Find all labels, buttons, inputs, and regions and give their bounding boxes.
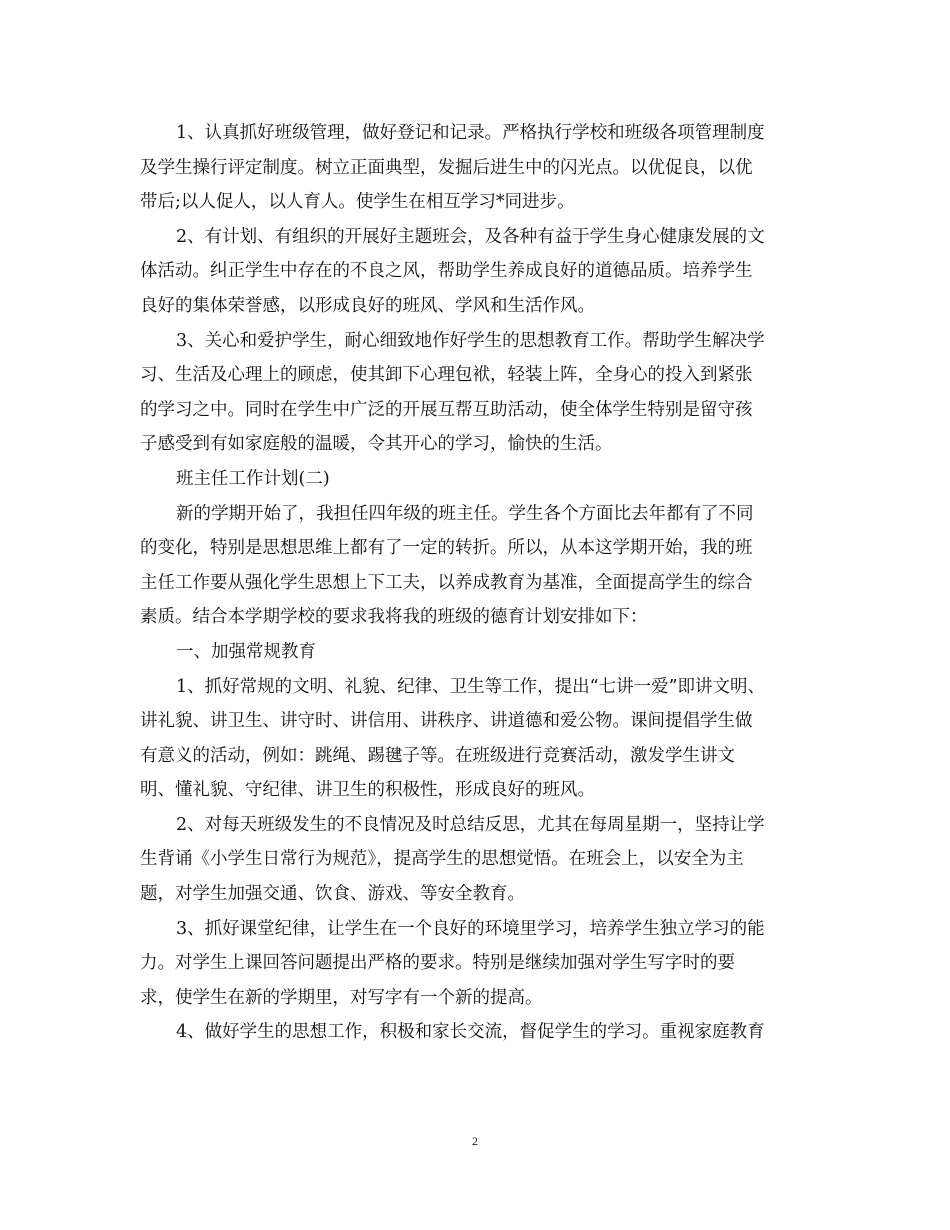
text-line: 题，对学生加强交通、饮食、游戏、等安全教育。 [140,884,525,905]
text-line: 1、认真抓好班级管理，做好登记和记录。严格执行学校和班级各项管理制度 [176,123,765,143]
text-line: 生背诵《小学生日常行为规范》，提高学生的思想觉悟。在班会上，以安全为主 [140,849,744,870]
text-line: 力。对学生上课回答问题提出严格的要求。特别是继续加强对学生写字时的要 [140,953,735,974]
document-body [140,116,810,1050]
text-line: 2、有计划、有组织的开展好主题班会，及各种有益于学生身心健康发展的文 [176,226,765,247]
text-line: 带后;以人促人，以人育人。使学生在相互学习*同进步。 [140,192,575,213]
text-line: 有意义的活动，例如：跳绳、踢毽子等。在班级进行竞赛活动，激发学生讲文 [140,745,735,766]
text-line: 1、抓好常规的文明、礼貌、纪律、卫生等工作，提出“七讲一爱”即讲文明、 [176,676,766,697]
text-line: 良好的集体荣誉感，以形成良好的班风、学风和生活作风。 [140,295,595,316]
text-line: 明、懂礼貌、守纪律、讲卫生的积极性，形成良好的班风。 [140,780,595,801]
text-line: 素质。结合本学期学校的要求我将我的班级的德育计划安排如下： [140,607,648,628]
text-line: 子感受到有如家庭般的温暖，令其开心的学习，愉快的生活。 [140,434,613,455]
text-line: 3、关心和爱护学生，耐心细致地作好学生的思想教育工作。帮助学生解决学 [176,330,765,351]
text-line: 班主任工作计划(二) [176,468,330,489]
text-line: 习、生活及心理上的顾虑，使其卸下心理包袱，轻装上阵，全身心的投入到紧张 [140,365,753,386]
text-line: 的变化，特别是思想思维上都有了一定的转折。所以，从本这学期开始，我的班 [140,538,753,559]
text-line: 新的学期开始了，我担任四年级的班主任。学生各个方面比去年都有了不同 [176,503,754,524]
text-line: 的学习之中。同时在学生中广泛的开展互帮互助活动，使全体学生特别是留守孩 [140,399,753,420]
text-line: 一、加强常规教育 [176,641,316,662]
text-line: 求，使学生在新的学期里，对写字有一个新的提高。 [140,987,543,1008]
text-line: 4、做好学生的思想工作，积极和家长交流，督促学生的学习。重视家庭教育 [176,1022,765,1043]
text-line: 体活动。纠正学生中存在的不良之风，帮助学生养成良好的道德品质。培养学生 [140,261,753,282]
page-number: 2 [472,1134,478,1148]
text-line: 2、对每天班级发生的不良情况及时总结反思，尤其在每周星期一，坚持让学 [176,814,765,835]
text-line: 讲礼貌、讲卫生、讲守时、讲信用、讲秩序、讲道德和爱公物。课间提倡学生做 [140,711,753,732]
text-line: 3、抓好课堂纪律，让学生在一个良好的环境里学习，培养学生独立学习的能 [176,918,765,939]
text-line: 主任工作要从强化学生思想上下工夫，以养成教育为基准，全面提高学生的综合 [140,572,753,593]
text-line: 及学生操行评定制度。树立正面典型，发掘后进生中的闪光点。以优促良，以优 [140,157,753,178]
